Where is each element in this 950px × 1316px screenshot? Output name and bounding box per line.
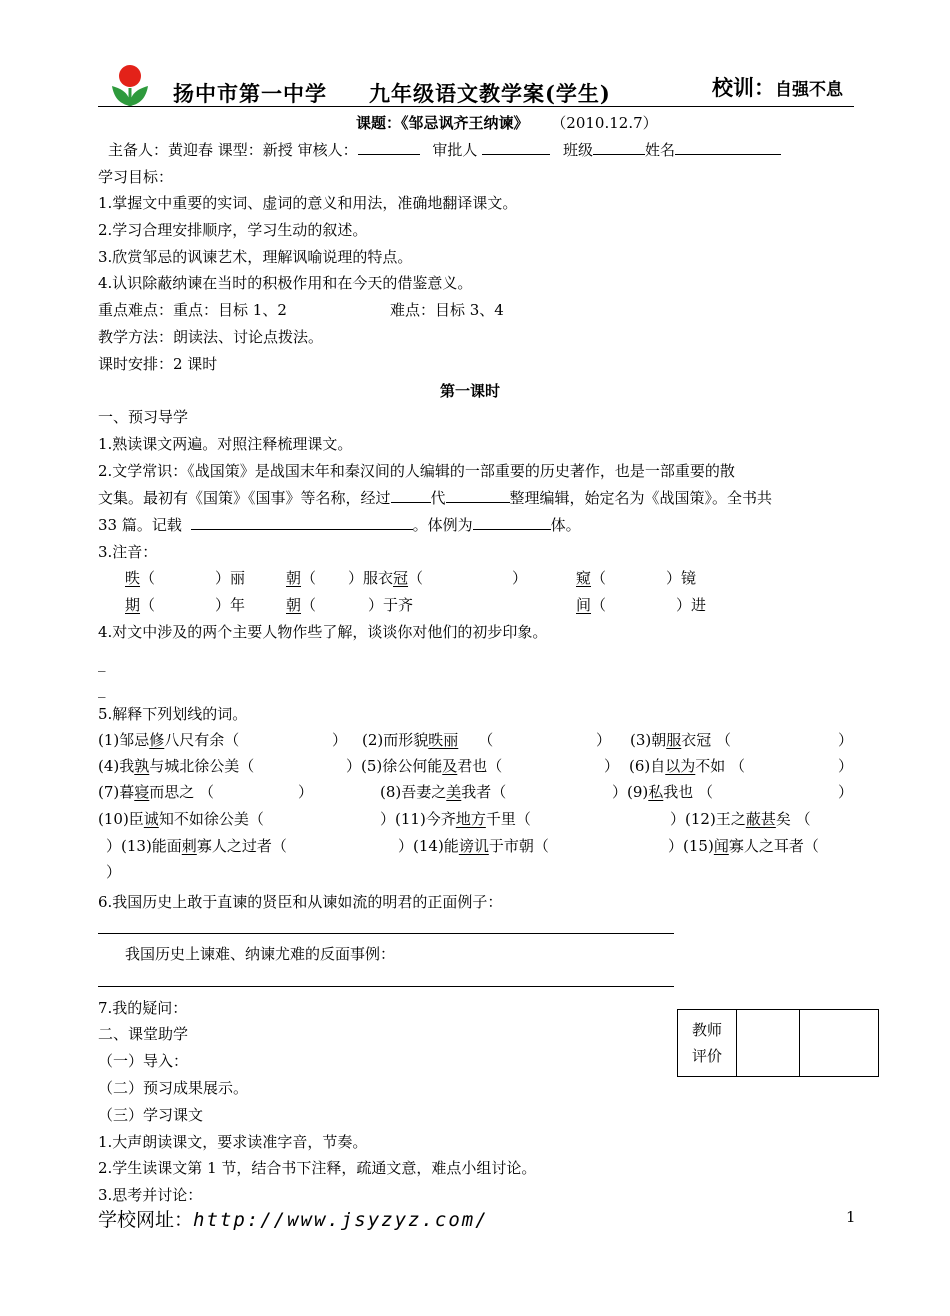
text: 知不如徐公美（ — [158, 810, 264, 828]
text: (14)能 — [413, 837, 459, 855]
text: (8)吾妻之 — [380, 783, 447, 801]
lesson-title — [356, 110, 658, 137]
question-7: 7.我的疑问： — [98, 999, 188, 1017]
paren: （ — [408, 569, 424, 587]
vocab-item — [670, 806, 811, 833]
key-points: 重点难点：重点：目标 1、2 — [98, 301, 287, 319]
phonetic-item — [666, 565, 696, 592]
classroom-heading: 二、课堂助学 — [98, 1025, 189, 1043]
answer-line[interactable] — [98, 933, 674, 934]
preview-heading: 一、预习导学 — [98, 408, 189, 426]
phonetic-item — [676, 592, 706, 619]
footer-website — [98, 1206, 489, 1234]
schedule: 课时安排：2 课时 — [98, 355, 218, 373]
approver-field[interactable] — [482, 138, 550, 155]
answer-dash: _ — [98, 654, 106, 672]
question-5: 5.解释下列划线的词。 — [98, 705, 248, 723]
school-motto — [712, 72, 843, 102]
study-heading: （三）学习课文 — [98, 1106, 204, 1124]
text: 镜 — [681, 569, 697, 587]
phonetic-char: 朝 — [286, 596, 302, 614]
lesson-title-text: 课题：《邹忌讽齐王纳谏》 — [356, 114, 529, 132]
evaluation-cell[interactable] — [800, 1010, 879, 1077]
phonetic-char: 朝 — [286, 569, 302, 587]
phonetic-item — [368, 592, 413, 619]
answer-line[interactable] — [98, 986, 674, 987]
vocab-item — [668, 833, 819, 860]
phonetic-item — [348, 565, 423, 592]
text: (5)徐公何能 — [361, 757, 443, 775]
evaluation-cell[interactable] — [737, 1010, 800, 1077]
show-item: （二）预习成果展示。 — [98, 1079, 249, 1097]
text: (2)而形貌 — [362, 731, 429, 749]
text: (10)臣 — [98, 810, 144, 828]
goal-item: 4.认识除蔽纳谏在当时的积极作用和在今天的借鉴意义。 — [98, 274, 473, 292]
text: 与城北徐公美（ — [149, 757, 255, 775]
text: 千里（ — [485, 810, 531, 828]
vocab-word: 孰 — [134, 757, 150, 775]
vocab-word: 诚 — [143, 810, 159, 828]
section-heading: 第一课时 — [440, 382, 501, 400]
vocab-item — [98, 753, 254, 780]
vocab-item — [380, 779, 506, 806]
text: ）(13)能面 — [106, 837, 182, 855]
vocab-item — [604, 753, 745, 780]
vocab-item — [98, 806, 264, 833]
vocab-paren: ） — [838, 731, 854, 749]
vocab-paren: ） — [298, 783, 314, 801]
text: (1)邹忌 — [98, 731, 150, 749]
phonetic-item — [286, 565, 316, 592]
reviewer-label: 审核人： — [297, 141, 358, 159]
text: 寡人之过者（ — [196, 837, 287, 855]
vocab-item — [380, 806, 531, 833]
phonetic-item — [125, 592, 155, 619]
goal-item: 3.欣赏邹忌的讽谏艺术，理解讽喻说理的特点。 — [98, 248, 413, 266]
document-type: 九年级语文教学案(学生) — [369, 81, 611, 106]
question-3: 3.注音： — [98, 543, 158, 561]
paren: ） — [676, 596, 692, 614]
text: 八尺有余（ — [164, 731, 240, 749]
goal-item: 1.掌握文中重要的实词、虚词的意义和用法，准确地翻译课文。 — [98, 194, 518, 212]
text: 寡人之耳者（ — [728, 837, 819, 855]
class-field[interactable] — [593, 138, 645, 155]
header-rule — [98, 106, 854, 107]
question-4: 4.对文中涉及的两个主要人物作些了解，谈谈你对他们的初步印象。 — [98, 623, 548, 641]
paren: ） — [604, 757, 620, 775]
vocab-word: 刺 — [181, 837, 197, 855]
text: 。体例为 — [412, 516, 473, 534]
vocab-word: 寝 — [134, 783, 150, 801]
vocab-word: 服 — [666, 731, 682, 749]
vocab-word: 地方 — [455, 810, 486, 828]
lesson-type: 课型：新授 — [217, 141, 293, 159]
staff-line — [108, 137, 781, 164]
paren: ） — [670, 810, 686, 828]
text: 体。 — [550, 516, 581, 534]
vocab-word: 及 — [442, 757, 458, 775]
text: 不如 （ — [695, 757, 746, 775]
text: 君也（ — [457, 757, 503, 775]
vocab-item — [106, 833, 287, 860]
paren: ） — [666, 569, 682, 587]
vocab-item — [362, 727, 493, 754]
vocab-word: 美 — [446, 783, 462, 801]
text: 衣冠 （ — [681, 731, 732, 749]
paren: ） — [215, 596, 231, 614]
study-step: 1.大声朗读课文，要求读准字音，节奏。 — [98, 1133, 368, 1151]
question-2-line-3 — [98, 512, 581, 539]
teacher-evaluation-table — [677, 1009, 879, 1077]
evaluation-label: 教师 — [691, 1021, 722, 1039]
phonetic-item — [286, 592, 316, 619]
paren: （ — [301, 596, 317, 614]
text: 我者（ — [461, 783, 507, 801]
text: (6)自 — [629, 757, 666, 775]
website-label: 学校网址： — [98, 1209, 194, 1231]
text: 年 — [230, 596, 246, 614]
phonetic-char: 间 — [576, 596, 592, 614]
text: 于市朝（ — [488, 837, 549, 855]
text: 进 — [691, 596, 707, 614]
paren: （ — [591, 569, 607, 587]
evaluation-label: 评价 — [691, 1047, 722, 1065]
text: 文集。最初有《国策》《国事》等名称，经过 — [98, 489, 391, 507]
question-6: 6.我国历史上敢于直谏的贤臣和从谏如流的明君的正面例子： — [98, 893, 503, 911]
study-step: 2.学生读课文第 1 节，结合书下注释，疏通文意，难点小组讨论。 — [98, 1159, 537, 1177]
editor-field[interactable] — [446, 486, 510, 503]
paren: ） — [398, 837, 414, 855]
phonetic-char: 昳 — [125, 569, 141, 587]
evaluation-label-cell — [678, 1010, 737, 1077]
text: 整理编辑，始定名为《战国策》。全书共 — [509, 489, 773, 507]
vocab-item — [398, 833, 549, 860]
class-label: 班级 — [562, 141, 593, 159]
text: (9) — [627, 783, 649, 801]
page-number: 1 — [846, 1208, 856, 1226]
text: 我也 （ — [663, 783, 714, 801]
phonetic-char: 窥 — [576, 569, 592, 587]
question-6b: 我国历史上谏难、纳谏尤难的反面事例： — [125, 945, 396, 963]
question-1: 1.熟读课文两遍。对照注释梳理课文。 — [98, 435, 353, 453]
question-2-line-1: 2.文学常识：《战国策》是战国末年和秦汉间的人编辑的一部重要的历史著作，也是一部重要的散 — [98, 462, 735, 480]
paren: ） — [348, 569, 364, 587]
reviewer-field[interactable] — [358, 138, 420, 155]
vocab-word: 蔽甚 — [745, 810, 776, 828]
vocab-paren: ） — [838, 783, 854, 801]
vocab-word: 修 — [149, 731, 165, 749]
vocab-word: 闻 — [713, 837, 729, 855]
name-field[interactable] — [675, 138, 781, 155]
website-url[interactable]: http://www.jsyzyz.com/ — [193, 1209, 489, 1231]
question-2-line-2 — [98, 485, 772, 512]
text: (7)暮 — [98, 783, 135, 801]
vocab-paren: ） — [596, 731, 612, 749]
phonetic-char: 冠 — [393, 569, 409, 587]
vocab-item — [630, 727, 731, 754]
style-field[interactable] — [473, 513, 551, 530]
phonetic-item — [576, 565, 606, 592]
vocab-item — [98, 779, 214, 806]
paren: ） — [380, 810, 396, 828]
vocab-word: 私 — [648, 783, 664, 801]
text: 33 篇。记载 — [98, 516, 182, 534]
phonetic-item — [125, 565, 155, 592]
vocab-paren: ） — [106, 863, 122, 881]
lesson-date: （2010.12.7） — [551, 114, 658, 132]
paren: ） — [668, 837, 684, 855]
motto-text: 自强不息 — [775, 80, 843, 100]
teaching-method: 教学方法：朗读法、讨论点拨法。 — [98, 328, 324, 346]
vocab-item — [612, 779, 713, 806]
name-label: 姓名 — [644, 141, 675, 159]
intro-item: （一）导入： — [98, 1052, 189, 1070]
text: (3)朝 — [630, 731, 667, 749]
text: (12)王之 — [685, 810, 746, 828]
text: 于齐 — [383, 596, 414, 614]
phonetic-item — [576, 592, 606, 619]
text: 服衣 — [363, 569, 394, 587]
text: 代 — [430, 489, 446, 507]
text: (15) — [683, 837, 714, 855]
school-logo — [104, 62, 156, 108]
study-step: 3.思考并讨论： — [98, 1186, 203, 1204]
paren: （ — [591, 596, 607, 614]
record-field[interactable] — [191, 513, 413, 530]
vocab-word: 昳丽 — [428, 731, 459, 749]
phonetic-item — [215, 565, 245, 592]
paren: ） — [346, 757, 362, 775]
vocab-word: 以为 — [665, 757, 696, 775]
goals-heading: 学习目标： — [98, 168, 174, 186]
approver-label: 审批人 — [432, 141, 478, 159]
phonetic-char: 期 — [125, 596, 141, 614]
answer-dash: _ — [98, 680, 106, 698]
preparer: 主备人：黄迎春 — [108, 141, 214, 159]
paren: （ — [140, 596, 156, 614]
paren: ） — [512, 569, 528, 587]
text: (11)今齐 — [395, 810, 456, 828]
school-name: 扬中市第一中学 — [173, 81, 327, 106]
text: 矣 （ — [775, 810, 811, 828]
paren: ） — [368, 596, 384, 614]
text: (4)我 — [98, 757, 135, 775]
text: 而思之 （ — [149, 783, 215, 801]
vocab-paren: ） — [332, 731, 348, 749]
phonetic-item — [215, 592, 245, 619]
paren: （ — [140, 569, 156, 587]
paren: ） — [215, 569, 231, 587]
vocab-word: 谤讥 — [458, 837, 489, 855]
phonetic-item — [512, 565, 527, 592]
vocab-item — [98, 727, 239, 754]
paren: （ — [301, 569, 317, 587]
dynasty-field[interactable] — [391, 486, 431, 503]
text: 丽 — [230, 569, 246, 587]
vocab-paren: ） — [838, 757, 854, 775]
motto-label: 校训： — [712, 75, 775, 100]
text: （ — [478, 731, 494, 749]
difficult-points: 难点：目标 3、4 — [390, 301, 504, 319]
vocab-item — [346, 753, 502, 780]
paren: ） — [612, 783, 628, 801]
goal-item: 2.学习合理安排顺序，学习生动的叙述。 — [98, 221, 368, 239]
